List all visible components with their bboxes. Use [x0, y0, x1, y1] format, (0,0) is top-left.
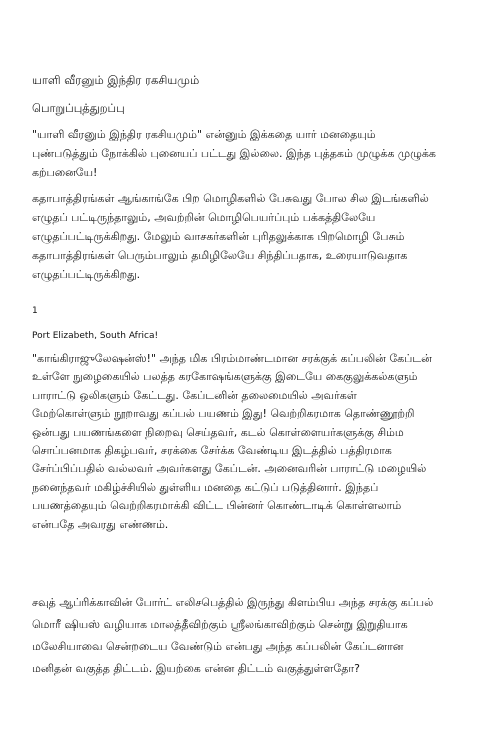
paragraph-line: ஒன்பது பயணங்களை நிறைவு செய்தவர், கடல் கொள்ளையர்களுக்கு சிம்ம [32, 425, 404, 439]
paragraph-line: சவுத் ஆப்ரிக்காவின் போர்ட் எலிசபெத்தில் இருந்து கிளம்பிய அந்த சரக்கு கப்பல் [32, 596, 434, 609]
chapter-number: 1 [32, 306, 38, 316]
paragraph-line: கற்பனையே! [32, 166, 98, 179]
paragraph-line: எழுதப்பட்டிருக்கிறது. [32, 268, 141, 281]
paragraph-line: எழுதப்பட்டிருக்கிறது. மேலும் வாசகர்களின் புரிதலுக்காக பிறமொழி பேசும் [32, 230, 405, 243]
paragraph-line: மேற்கொள்ளும் நூறாவது கப்பல் பயணம் இது! வெற்றிகரமாக தொண்ணூற்றி [32, 407, 415, 421]
chapter-paragraph [32, 350, 432, 534]
paragraph-line: நனைந்தவர் மகிழ்ச்சியில் துள்ளிய மனதை கட்டுப் படுத்தினார். இந்தப் [32, 480, 379, 494]
voyage-paragraph [32, 592, 433, 680]
disclaimer-heading: பொறுப்புத்துறப்பு [32, 101, 125, 115]
language-note-paragraph [32, 189, 429, 284]
paragraph-line: மனிதன் வகுத்த திட்டம். இயற்கை என்ன திட்டம் வகுத்துள்ளதோ? [32, 662, 360, 675]
book-title: யாளி வீரனும் இந்திர ரகசியமும் [32, 73, 200, 87]
paragraph-line: மலேசியாவை சென்றடைய வேண்டும் என்பது அந்த கப்பலின் கேப்டனான [32, 640, 404, 653]
paragraph-line: எழுதப் பட்டிருந்தாலும், அவற்றின் மொழிபெயர்ப்பும் பக்கத்திலேயே [32, 211, 376, 224]
paragraph-line: பாராட்டு ஒலிகளும் கேட்டது. கேப்டனின் தலைமையில் அவர்கள் [32, 388, 357, 402]
paragraph-line: சேர்ப்பிப்பதில் வல்லவர் அவர்களது கேப்டன். அனைவரின் பாராட்டு மழையில் [32, 462, 427, 476]
paragraph-line: புண்படுத்தும் நோக்கில் புனையப் பட்டது இல்லை. இந்த புத்தகம் முழுக்க முழுக்க [32, 147, 436, 160]
paragraph-line: கதாபாத்திரங்கள் ஆங்காங்கே பிற மொழிகளில் பேசுவது போல சில இடங்களில் [32, 192, 429, 205]
paragraph-line: "காங்கிராஜுலேஷன்ஸ்!" அந்த மிக பிரம்மாண்டமான சரக்குக் கப்பலின் கேப்டன் [32, 352, 432, 365]
disclaimer-paragraph [32, 125, 436, 182]
paragraph-line: கதாபாத்திரங்கள் பெரும்பாலும் தமிழிலேயே சிந்திப்பதாக, உரையாடுவதாக [32, 249, 408, 262]
paragraph-line: சொப்பனமாக திகழ்பவர், சரக்கை சேர்க்க வேண்டிய இடத்தில் பத்திரமாக [32, 444, 392, 458]
paragraph-line: "யாளி வீரனும் இந்திர ரகசியமும்" என்னும் இக்கதை யார் மனதையும் [32, 128, 376, 141]
paragraph-line: பயணத்தையும் வெற்றிகரமாக்கி விட்ட பின்னர் கொண்டாடிக் கொள்ளலாம் [32, 499, 402, 513]
paragraph-line: உள்ளே நுழைகையில் பலத்த கரகோஷங்களுக்கு இடையே கைகுலுக்கல்களும் [32, 370, 418, 384]
chapter-location: Port Elizabeth, South Africa! [32, 331, 159, 341]
paragraph-line: என்பதே அவரது எண்ணம். [32, 517, 169, 531]
paragraph-line: மொரீ ஷியஸ் வழியாக மாலத்தீவிற்கும் ஸ்ரீலங்காவிற்கும் சென்று இறுதியாக [32, 618, 408, 631]
